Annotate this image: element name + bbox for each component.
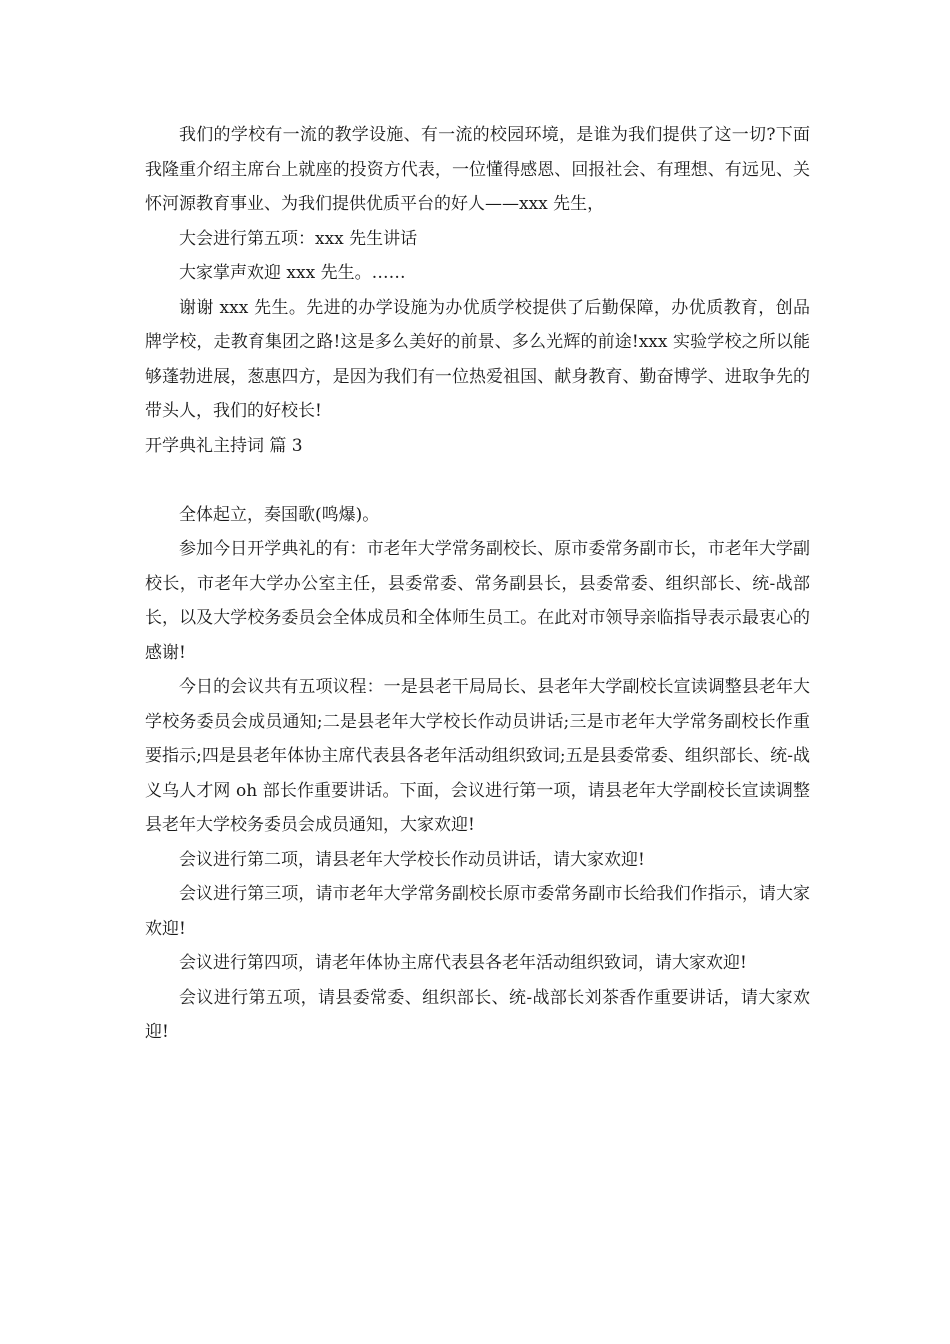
paragraph-thanks: 谢谢 xxx 先生。先进的办学设施为办优质学校提供了后勤保障，办优质教育，创品牌学校，走教育集团之路!这是多么美好的前景、多么光辉的前途!xxx 实验学校之所以能够蓬勃进展，葱惠四方，是因为我们有一位热爱祖国、献身教育、勤奋博学、进取争先的带头人，我们的好校长! [145, 297, 810, 421]
paragraph-item-two: 会议进行第二项，请县老年大学校长作动员讲话，请大家欢迎! [179, 849, 645, 870]
document-body [145, 118, 810, 1050]
paragraph-attendees: 参加今日开学典礼的有：市老年大学常务副校长、原市委常务副市长，市老年大学副校长，市老年大学办公室主任，县委常委、常务副县长，县委常委、组织部长、统-战部长，以及大学校务委员会全体成员和全体师生员工。在此对市领导亲临指导表示最衷心的感谢! [145, 539, 810, 663]
paragraph-item-four: 会议进行第四项，请老年体协主席代表县各老年活动组织致词，请大家欢迎! [179, 953, 747, 973]
paragraph-agenda-item-five: 大会进行第五项：xxx 先生讲话 [179, 228, 418, 249]
section-heading: 开学典礼主持词 篇 3 [145, 435, 303, 456]
paragraph-welcome: 大家掌声欢迎 xxx 先生。…… [179, 263, 406, 283]
paragraph-item-three: 会议进行第三项，请市老年大学常务副校长原市委常务副市长给我们作指示，请大家欢迎! [145, 884, 810, 939]
paragraph-agenda: 今日的会议共有五项议程：一是县老干局局长、县老年大学副校长宣读调整县老年大学校务委员会成员通知;二是县老年大学校长作动员讲话;三是市老年大学常务副校长作重要指示;四是县老年体协主席代表县各老年活动组织致词;五是县委常委、组织部长、统-战义乌人才网 oh 部长作重要讲话。下面，会议进行第一项，请县老年大学副校长宣读调整县老年大学校务委员会成员通知，大家欢迎! [145, 677, 810, 835]
blank-line [145, 463, 810, 498]
paragraph-item-five: 会议进行第五项，请县委常委、组织部长、统-战部长刘茶香作重要讲话，请大家欢迎! [145, 987, 810, 1042]
paragraph-anthem: 全体起立，奏国歌(鸣爆)。 [179, 504, 380, 525]
paragraph-intro: 我们的学校有一流的教学设施、有一流的校园环境，是谁为我们提供了这一切?下面我隆重介绍主席台上就座的投资方代表，一位懂得感恩、回报社会、有理想、有远见、关怀河源教育事业、为我们提供优质平台的好人——xxx 先生， [145, 125, 810, 214]
